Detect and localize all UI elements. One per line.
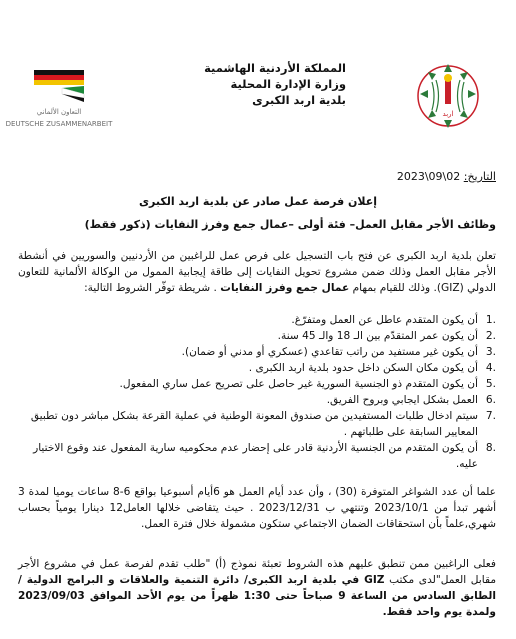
cooperation-caption-de: DEUTSCHE ZUSAMMENARBEIT [5, 120, 113, 128]
list-item: .3 أن يكون غير مستفيد من راتب تقاعدي (عسكري أو مدني أو ضمان). [181, 346, 496, 358]
list-item: .2 أن يكون عمر المتقدّم بين الـ 18 والـ 45 سنة. [277, 330, 496, 342]
kingdom-name: المملكة الأردنية الهاشمية [204, 61, 346, 75]
list-item: .8 أن يكون المتقدم من الجنسية الأردنية قادر على إحضار عدم محكوميه سارية المفعول عند وقوع الاختيار عليه. [33, 442, 496, 470]
date-value: 2023\09\02 [396, 170, 461, 183]
application-instructions: فعلى الراغبين ممن تنطبق عليهم هذه الشروط تعبئة نموذج (أ) "طلب تقدم لفرصة عمل في مشروع الأجر مقابل العمل"لدى مكتب GIZ في بلدية اربد الكبرى/ دائرة التنمية والعلاقات و البرامج الدولية / الطابق السادس من الساعة 9 صباحاً حتى 1:30 ظهراً من يوم الأحد الموافق 2023/09/03 ولمدة يوم واحد فقط. [18, 558, 496, 618]
job-title: وظائف الأجر مقابل العمل– فئة أولى –عمال جمع وفرز النفايات (ذكور فقط) [84, 218, 496, 231]
list-item: .5 أن يكون المتقدم ذو الجنسية السورية غير حاصل على تصريح عمل ساري المفعول. [119, 378, 496, 390]
cooperation-caption-ar: التعاون الألماني [36, 108, 82, 116]
document-date [397, 170, 496, 183]
intro-paragraph: تعلن بلدية اربد الكبرى عن فتح باب التسجيل على فرص عمل للراغبين من الأردنيين والسوريين في أنشطة الأجر مقابل العمل وذلك ضمن مشروع تحويل النفايات إلى طاقة إيجابية الممول من الوكالة الألمانية للتعاون الدولي (GIZ). وذلك للقيام بمهام عمال جمع وفرز النفايات . شريطة توفّر الشروط التالية: [18, 250, 496, 294]
municipality-name: بلدية اربد الكبرى [252, 93, 346, 107]
application-location-highlight: GIZ في بلدية اربد الكبرى/ دائرة التنمية والعلاقات و البرامج الدولية / الطابق السادس من الساعة 9 صباحاً حتى 1:30 ظهراً من يوم الأحد الموافق 2023/09/03 ولمدة يوم واحد فقط. [18, 574, 496, 618]
list-item: .7 سيتم ادخال طلبات المستفيدين من صندوق المعونة الوطنية في عملية القرعة بشكل مباشر دون تطبيق المعايير السابقة على طلباتهم . [30, 410, 496, 438]
announcement-title: إعلان فرصة عمل صادر عن بلدية اربد الكبرى [138, 195, 378, 208]
list-item: .4 أن يكون مكان السكن داخل حدود بلدية اربد الكبرى . [248, 362, 496, 374]
job-role-highlight: عمال جمع وفرز النفايات [220, 282, 350, 294]
list-item: .1 أن يكون المتقدم عاطل عن العمل ومتفرّغ. [291, 314, 496, 326]
list-item: .6 العمل بشكل ايجابي وبروح الفريق. [326, 394, 496, 406]
ministry-name: وزارة الإدارة المحلية [230, 77, 346, 91]
letterhead [0, 58, 516, 138]
work-details-paragraph: علما أن عدد الشواغر المتوفرة (30) ، وأن عدد أيام العمل هو 6أيام أسبوعيا بواقع 6-8 ساعات يوميا لمدة 3 أشهر تبدأ من 2023/10/1 وتنتهي ب 2023/12/31 . حيث يتقاضى خلالها العامل12 دينارا يومياً بحساب شهري,علماً بأن استحقاقات الضمان الاجتماعي ستكون مشمولة خلال فترة العمل. [18, 486, 497, 530]
letterhead-text [156, 60, 346, 108]
logo-caption: اربد [442, 110, 454, 118]
irbid-municipality-logo [410, 58, 486, 134]
conditions-list [28, 312, 496, 472]
date-label: التاريخ: [463, 170, 496, 183]
german-cooperation-logo [5, 64, 113, 134]
